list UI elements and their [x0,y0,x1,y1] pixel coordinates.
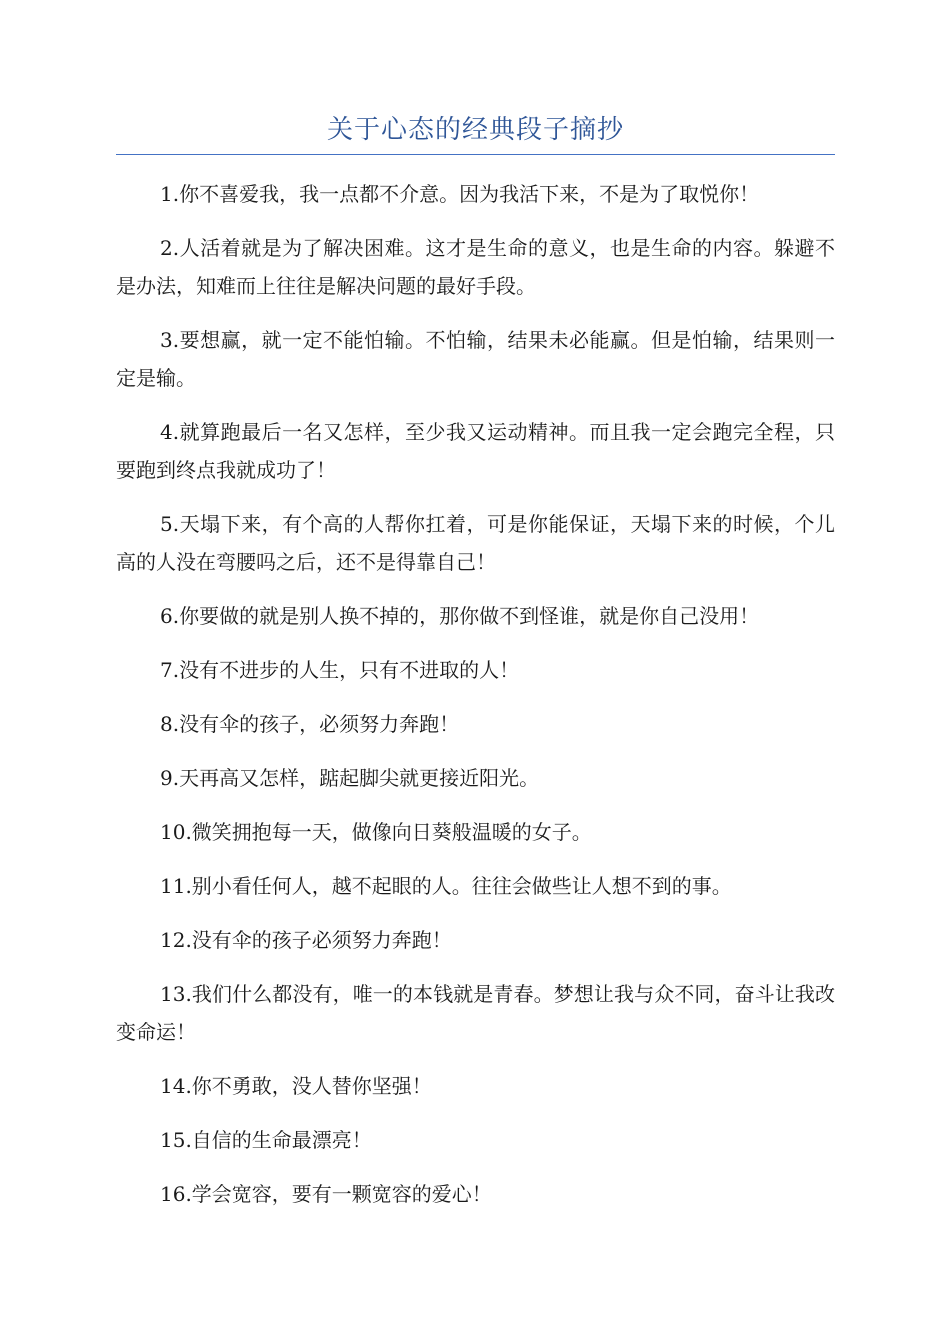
paragraph-10: 10.微笑拥抱每一天，做像向日葵般温暖的女子。 [160,820,592,844]
paragraph-4: 4.就算跑最后一名又怎样，至少我又运动精神。而且我一定会跑完全程，只要跑到终点我就成功了！ [116,420,835,482]
document-body [116,175,835,1229]
paragraph-2: 2.人活着就是为了解决困难。这才是生命的意义，也是生命的内容。躲避不是办法，知难而上往往是解决问题的最好手段。 [116,236,835,298]
paragraph-8: 8.没有伞的孩子，必须努力奔跑！ [160,712,460,736]
title-underline [116,154,835,155]
paragraph-12: 12.没有伞的孩子必须努力奔跑！ [160,928,452,952]
paragraph-5: 5.天塌下来，有个高的人帮你扛着，可是你能保证，天塌下来的时候，个儿高的人没在弯腰吗之后，还不是得靠自己！ [116,512,835,574]
paragraph-11: 11.别小看任何人，越不起眼的人。往往会做些让人想不到的事。 [160,874,732,898]
paragraph-13: 13.我们什么都没有，唯一的本钱就是青春。梦想让我与众不同，奋斗让我改变命运！ [116,982,835,1044]
paragraph-7: 7.没有不进步的人生，只有不进取的人！ [160,658,520,682]
paragraph-6: 6.你要做的就是别人换不掉的，那你做不到怪谁，就是你自己没用！ [160,604,760,628]
document-title: 关于心态的经典段子摘抄 [326,115,624,145]
paragraph-1: 1.你不喜爱我，我一点都不介意。因为我活下来，不是为了取悦你！ [160,182,760,206]
paragraph-9: 9.天再高又怎样，踮起脚尖就更接近阳光。 [160,766,540,790]
paragraph-15: 15.自信的生命最漂亮！ [160,1128,372,1152]
paragraph-3: 3.要想赢，就一定不能怕输。不怕输，结果未必能赢。但是怕输，结果则一定是输。 [116,328,835,390]
paragraph-16: 16.学会宽容，要有一颗宽容的爱心！ [160,1182,492,1206]
paragraph-14: 14.你不勇敢，没人替你坚强！ [160,1074,432,1098]
